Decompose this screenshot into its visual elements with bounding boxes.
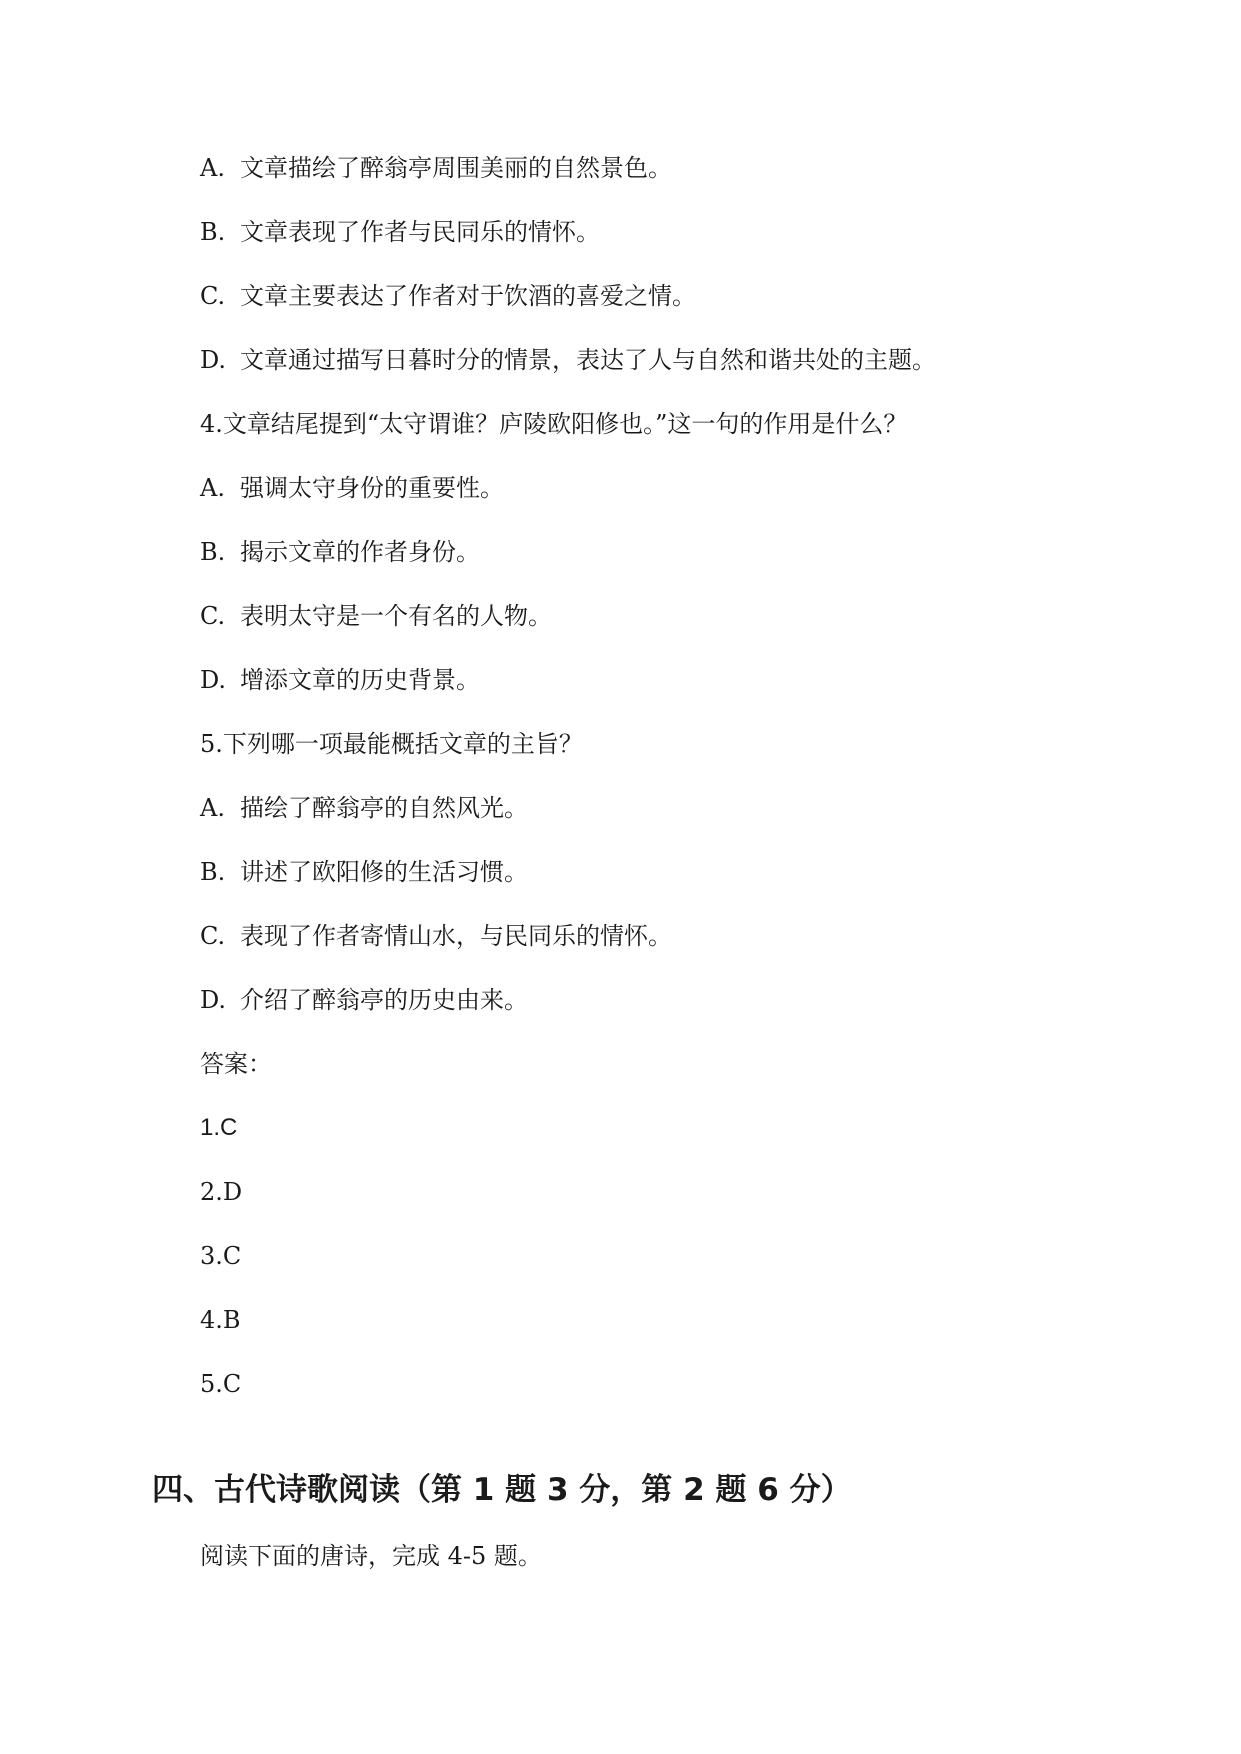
option-text: 揭示文章的作者身份。: [240, 538, 480, 566]
q5-option-a: [200, 793, 528, 823]
q5-option-d: [200, 985, 528, 1015]
q5-option-c: [200, 921, 672, 951]
q4-option-c: [200, 601, 552, 631]
option-letter: B.: [200, 538, 226, 566]
q4-question: 4.文章结尾提到“太守谓谁？庐陵欧阳修也。”这一句的作用是什么？: [200, 410, 908, 438]
option-text: 文章通过描写日暮时分的情景，表达了人与自然和谐共处的主题。: [240, 346, 936, 374]
answer-item-2: 2.D: [200, 1178, 243, 1206]
q3-option-d: [200, 345, 936, 375]
answer-item-5: 5.C: [200, 1370, 242, 1398]
q5-option-b: [200, 857, 528, 887]
q3-option-a: [200, 153, 672, 183]
option-letter: B.: [200, 218, 226, 246]
answer-item-4: 4.B: [200, 1306, 241, 1334]
section-heading: 四、古代诗歌阅读（第 1 题 3 分，第 2 题 6 分）: [152, 1472, 852, 1508]
option-text: 介绍了醉翁亭的历史由来。: [240, 986, 528, 1014]
option-text: 表现了作者寄情山水，与民同乐的情怀。: [240, 922, 672, 950]
q4-option-a: [200, 473, 504, 503]
answer-item-3: 3.C: [200, 1242, 242, 1270]
option-text: 描绘了醉翁亭的自然风光。: [240, 794, 528, 822]
option-letter: A.: [200, 474, 225, 502]
q4-option-b: [200, 537, 480, 567]
option-letter: A.: [200, 154, 225, 182]
option-text: 文章描绘了醉翁亭周围美丽的自然景色。: [240, 154, 672, 182]
option-letter: A.: [200, 794, 225, 822]
q3-option-b: [200, 217, 600, 247]
option-letter: D.: [200, 346, 227, 374]
q4-option-d: [200, 665, 480, 695]
option-text: 增添文章的历史背景。: [240, 666, 480, 694]
answer-item-1: 1.C: [200, 1114, 238, 1141]
section-intro: 阅读下面的唐诗，完成 4-5 题。: [200, 1542, 542, 1570]
option-letter: D.: [200, 666, 227, 694]
q5-question: 5.下列哪一项最能概括文章的主旨？: [200, 730, 583, 758]
option-letter: C.: [200, 922, 226, 950]
q3-option-c: [200, 281, 696, 311]
answers-label: 答案：: [200, 1050, 272, 1078]
option-text: 强调太守身份的重要性。: [240, 474, 504, 502]
option-letter: C.: [200, 602, 226, 630]
option-text: 表明太守是一个有名的人物。: [240, 602, 552, 630]
option-text: 文章主要表达了作者对于饮酒的喜爱之情。: [240, 282, 696, 310]
option-text: 文章表现了作者与民同乐的情怀。: [240, 218, 600, 246]
option-text: 讲述了欧阳修的生活习惯。: [240, 858, 528, 886]
option-letter: D.: [200, 986, 227, 1014]
option-letter: B.: [200, 858, 226, 886]
option-letter: C.: [200, 282, 226, 310]
